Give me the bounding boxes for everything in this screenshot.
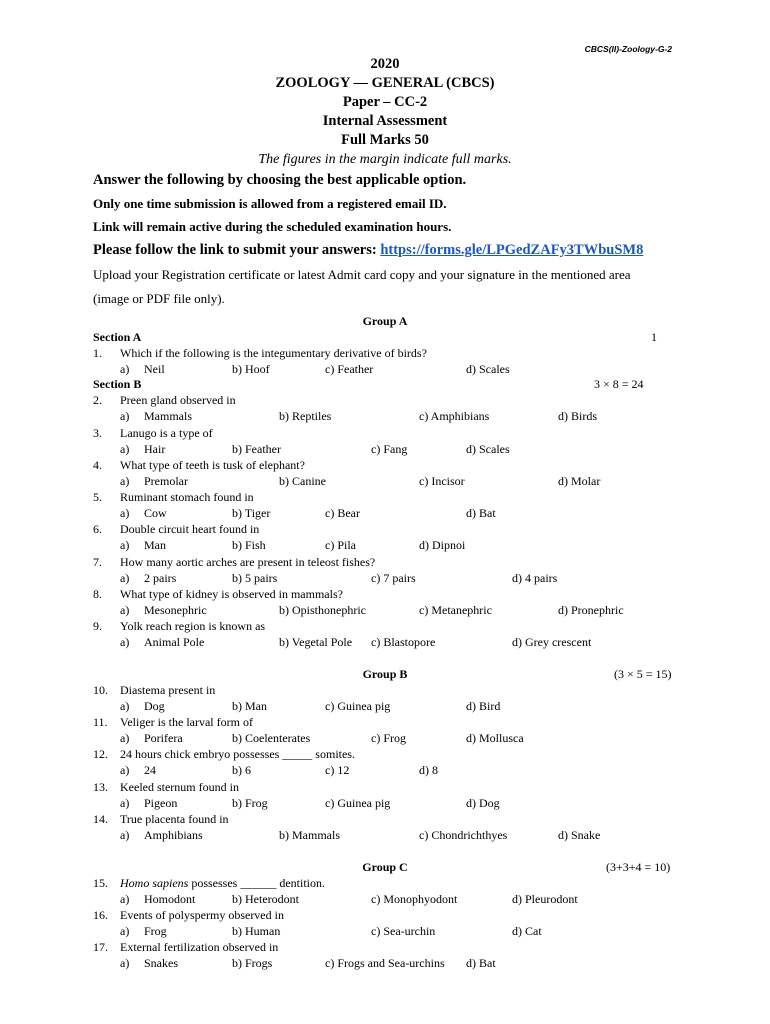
question-text: Keeled sternum found in: [120, 780, 239, 794]
answer-option: d) Grey crescent: [512, 635, 592, 649]
section-a-label: Section A: [93, 330, 142, 344]
answer-option: c) Frogs and Sea-urchins: [325, 956, 445, 970]
answer-option: d) Dog: [466, 796, 500, 810]
option-a-marker: a): [120, 956, 130, 970]
instruction-upload: Upload your Registration certificate or latest Admit card copy and your signature in the mentioned area: [93, 267, 631, 282]
answer-option: Animal Pole: [144, 635, 205, 649]
question-text: True placenta found in: [120, 812, 229, 826]
group-c-title: Group C: [362, 860, 408, 874]
question-text: How many aortic arches are present in teleost fishes?: [120, 555, 376, 569]
answer-option: b) Man: [232, 699, 267, 713]
answer-option: d) 8: [419, 763, 438, 777]
answer-option: c) Fang: [371, 442, 408, 456]
answer-option: c) Feather: [325, 362, 374, 376]
answer-option: b) Hoof: [232, 362, 270, 376]
option-a-marker: a): [120, 442, 130, 456]
answer-option: d) Bat: [466, 956, 496, 970]
answer-option: b) Feather: [232, 442, 281, 456]
answer-option: Hair: [144, 442, 166, 456]
group-b-marks: (3 × 5 = 15): [614, 667, 672, 681]
question-number: 4.: [93, 458, 102, 472]
question-number: 15.: [93, 876, 108, 890]
instruction-link-active: Link will remain active during the scheduled examination hours.: [93, 219, 452, 234]
question-text: Veliger is the larval form of: [120, 715, 253, 729]
option-a-marker: a): [120, 763, 130, 777]
answer-option: d) Bat: [466, 506, 496, 520]
question-number: 13.: [93, 780, 108, 794]
answer-option: d) Snake: [558, 828, 601, 842]
answer-option: Pigeon: [144, 796, 178, 810]
answer-option: 24: [144, 763, 156, 777]
answer-option: b) Canine: [279, 474, 326, 488]
group-c-marks: (3+3+4 = 10): [606, 860, 671, 874]
option-a-marker: a): [120, 571, 130, 585]
option-a-marker: a): [120, 506, 130, 520]
answer-option: b) Coelenterates: [232, 731, 311, 745]
option-a-marker: a): [120, 635, 130, 649]
answer-option: d) Scales: [466, 442, 510, 456]
question-text: Preen gland observed in: [120, 393, 236, 407]
answer-option: Premolar: [144, 474, 188, 488]
question-number: 7.: [93, 555, 102, 569]
answer-option: Frog: [144, 924, 167, 938]
instruction-submission: Only one time submission is allowed from a registered email ID.: [93, 196, 447, 211]
question-text: Diastema present in: [120, 683, 216, 697]
question-text: Which if the following is the integumentary derivative of birds?: [120, 346, 427, 360]
question-text: 24 hours chick embryo possesses _____ somites.: [120, 747, 355, 761]
question-text: What type of kidney is observed in mammals?: [120, 587, 343, 601]
answer-option: b) Fish: [232, 538, 266, 552]
answer-option: c) Guinea pig: [325, 796, 391, 810]
question-text: [120, 876, 325, 891]
answer-option: c) Amphibians: [419, 409, 490, 423]
margin-note: The figures in the margin indicate full marks.: [258, 152, 512, 167]
option-a-marker: a): [120, 796, 130, 810]
answer-option: Snakes: [144, 956, 178, 970]
answer-option: b) Tiger: [232, 506, 271, 520]
answer-option: c) 7 pairs: [371, 571, 416, 585]
option-a-marker: a): [120, 828, 130, 842]
question-text: Ruminant stomach found in: [120, 490, 254, 504]
answer-option: c) 12: [325, 763, 350, 777]
question-number: 9.: [93, 619, 102, 633]
answer-option: b) Frogs: [232, 956, 273, 970]
answer-option: c) Guinea pig: [325, 699, 391, 713]
answer-option: Man: [144, 538, 166, 552]
exam-assessment: Internal Assessment: [322, 113, 448, 129]
answer-option: d) Cat: [512, 924, 542, 938]
answer-option: c) Monophyodont: [371, 892, 458, 906]
answer-option: Neil: [144, 362, 165, 376]
question-text: External fertilization observed in: [120, 940, 279, 954]
answer-option: c) Metanephric: [419, 603, 492, 617]
question-number: 5.: [93, 490, 102, 504]
question-number: 17.: [93, 940, 108, 954]
question-number: 8.: [93, 587, 102, 601]
answer-option: b) Reptiles: [279, 409, 332, 423]
group-b-title: Group B: [362, 667, 408, 681]
answer-option: Mammals: [144, 409, 192, 423]
section-a-marks: 1: [651, 330, 657, 344]
form-link[interactable]: https://forms.gle/LPGedZAFy3TWbuSM8: [380, 242, 644, 258]
answer-option: c) Pila: [325, 538, 356, 552]
answer-option: 2 pairs: [144, 571, 177, 585]
answer-option: Amphibians: [144, 828, 203, 842]
exam-full-marks: Full Marks 50: [341, 132, 429, 148]
answer-option: b) Human: [232, 924, 281, 938]
answer-option: b) Vegetal Pole: [279, 635, 353, 649]
answer-option: b) Frog: [232, 796, 268, 810]
question-number: 11.: [93, 715, 108, 729]
answer-option: c) Frog: [371, 731, 406, 745]
question-number: 1.: [93, 346, 102, 360]
question-text: Double circuit heart found in: [120, 522, 260, 536]
option-a-marker: a): [120, 731, 130, 745]
answer-option: d) Pronephric: [558, 603, 624, 617]
instruction-follow-link-prefix: Please follow the link to submit your answers:: [93, 242, 377, 258]
answer-option: c) Blastopore: [371, 635, 436, 649]
answer-option: b) Mammals: [279, 828, 340, 842]
question-number: 10.: [93, 683, 108, 697]
answer-option: d) Dipnoi: [419, 538, 466, 552]
answer-option: b) 5 pairs: [232, 571, 278, 585]
instruction-file-type: (image or PDF file only).: [93, 291, 225, 306]
option-a-marker: a): [120, 924, 130, 938]
exam-paper: Paper – CC-2: [342, 94, 428, 110]
question-number: 14.: [93, 812, 108, 826]
answer-option: d) Pleurodont: [512, 892, 578, 906]
section-b-label: Section B: [93, 377, 142, 391]
question-number: 12.: [93, 747, 108, 761]
question-text: What type of teeth is tusk of elephant?: [120, 458, 305, 472]
question-text-italic: Homo sapiens: [120, 876, 189, 890]
answer-option: c) Sea-urchin: [371, 924, 436, 938]
section-b-marks: 3 × 8 = 24: [594, 377, 644, 391]
question-text: Yolk reach region is known as: [120, 619, 266, 633]
question-text-rest: possesses ______ dentition.: [188, 876, 326, 890]
option-a-marker: a): [120, 892, 130, 906]
answer-option: d) Scales: [466, 362, 510, 376]
answer-option: d) 4 pairs: [512, 571, 558, 585]
exam-year: 2020: [370, 56, 400, 72]
answer-option: d) Bird: [466, 699, 501, 713]
answer-option: c) Chondrichthyes: [419, 828, 508, 842]
answer-option: Cow: [144, 506, 167, 520]
answer-option: d) Mollusca: [466, 731, 524, 745]
exam-subject: ZOOLOGY — GENERAL (CBCS): [275, 75, 495, 91]
question-text: Lanugo is a type of: [120, 426, 213, 440]
question-number: 16.: [93, 908, 108, 922]
answer-option: b) 6: [232, 763, 251, 777]
question-number: 2.: [93, 393, 102, 407]
answer-option: Dog: [144, 699, 165, 713]
option-a-marker: a): [120, 603, 130, 617]
answer-option: Mesonephric: [144, 603, 207, 617]
option-a-marker: a): [120, 409, 130, 423]
answer-option: c) Bear: [325, 506, 360, 520]
paper-code: CBCS(II)-Zoology-G-2: [584, 44, 672, 54]
question-text: Events of polyspermy observed in: [120, 908, 284, 922]
answer-option: b) Heterodont: [232, 892, 299, 906]
instruction-answer: Answer the following by choosing the best applicable option.: [93, 172, 467, 188]
option-a-marker: a): [120, 538, 130, 552]
answer-option: d) Molar: [558, 474, 601, 488]
answer-option: Homodont: [144, 892, 196, 906]
answer-option: c) Incisor: [419, 474, 465, 488]
group-a-title: Group A: [362, 314, 408, 328]
answer-option: b) Opisthonephric: [279, 603, 366, 617]
option-a-marker: a): [120, 699, 130, 713]
answer-option: Porifera: [144, 731, 183, 745]
answer-option: d) Birds: [558, 409, 597, 423]
instruction-follow-link: [93, 242, 643, 259]
question-number: 6.: [93, 522, 102, 536]
option-a-marker: a): [120, 362, 130, 376]
question-number: 3.: [93, 426, 102, 440]
option-a-marker: a): [120, 474, 130, 488]
